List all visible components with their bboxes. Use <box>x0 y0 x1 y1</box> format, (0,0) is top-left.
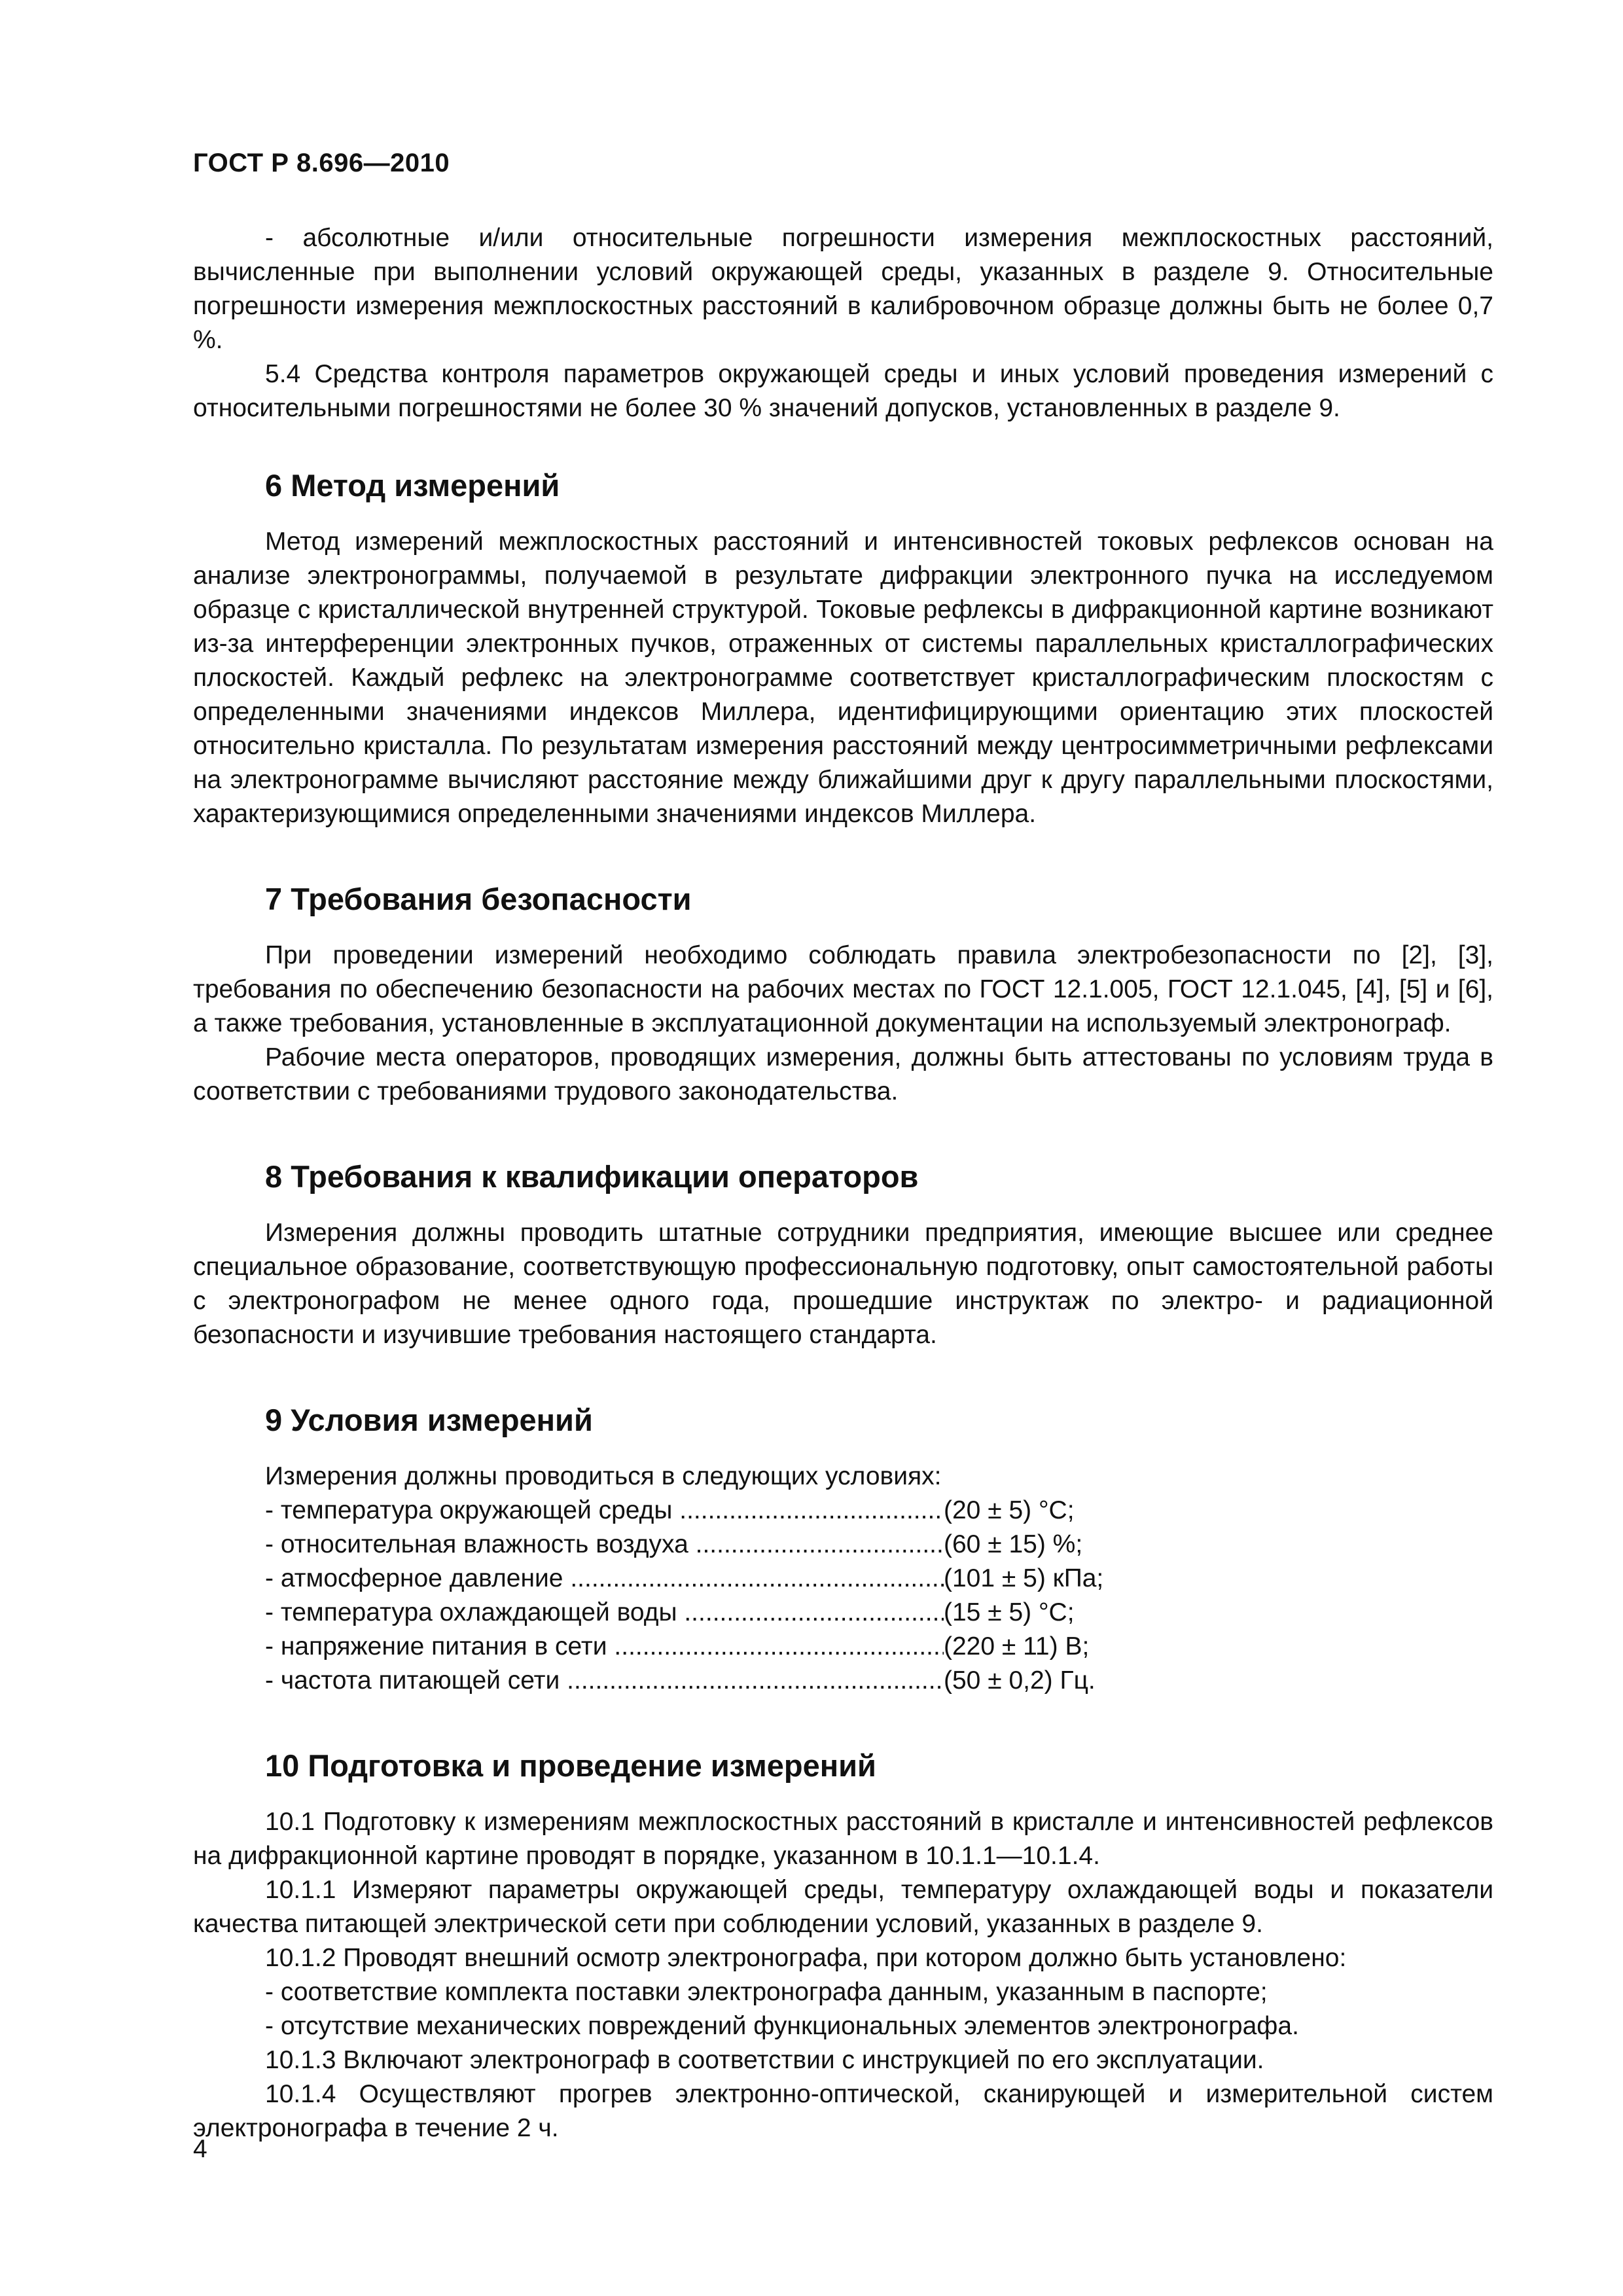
paragraph-section-7-1: При проведении измерений необходимо соблюдать правила электробезопасности по [2], [3], требования по обеспечению безопасности на рабочих местах по ГОСТ 12.1.005, ГОСТ 12.1.045, [4], [5] и [6], а также требования, установленные в эксплуатационной документации на используемый электронограф. <box>193 941 1493 1037</box>
paragraph-5-4: 5.4 Средства контроля параметров окружающей среды и иных условий проведения измерений с относительными погрешностями не более 30 % значений допусков, установленных в разделе 9. <box>193 360 1493 422</box>
list-item-no-damage: - отсутствие механических повреждений функциональных элементов электронографа. <box>265 2012 1299 2040</box>
condition-item <box>193 1494 1493 1528</box>
condition-value: (15 ± 5) °C; <box>944 1598 1075 1626</box>
paragraph-10-1-3: 10.1.3 Включают электронограф в соответствии с инструкцией по его эксплуатации. <box>265 2046 1264 2074</box>
condition-item <box>193 1528 1493 1562</box>
paragraph-10-1-4: 10.1.4 Осуществляют прогрев электронно-оптической, сканирующей и измерительной систем электронографа в течение 2 ч. <box>193 2080 1493 2142</box>
condition-item <box>193 1630 1493 1664</box>
page-content <box>193 221 1493 2145</box>
paragraph-intro-bullet: - абсолютные и/или относительные погрешности измерения межплоскостных расстояний, вычисленные при выполнении условий окружающей среды, указанных в разделе 9. Относительные погрешности измерения межплоскостных расстояний в калибровочном образце должны быть не более 0,7 %. <box>193 224 1493 354</box>
document-code: ГОСТ Р 8.696—2010 <box>193 149 450 177</box>
condition-label: - относительная влажность воздуха ..... <box>265 1528 944 1562</box>
condition-value: (220 ± 11) В; <box>944 1632 1090 1660</box>
paragraph-section-7-2: Рабочие места операторов, проводящих измерения, должны быть аттестованы по условиям труда в соответствии с требованиями трудового законодательства. <box>193 1043 1493 1105</box>
heading-section-9: 9 Условия измерений <box>265 1403 593 1437</box>
heading-section-8: 8 Требования к квалификации операторов <box>265 1159 919 1194</box>
paragraph-10-1-2: 10.1.2 Проводят внешний осмотр электронографа, при котором должно быть установлено: <box>265 1944 1347 1972</box>
heading-section-7: 7 Требования безопасности <box>265 882 692 916</box>
condition-label: - напряжение питания в сети ..... <box>265 1630 944 1664</box>
condition-label: - температура охлаждающей воды ..... <box>265 1596 944 1630</box>
conditions-intro: Измерения должны проводиться в следующих условиях: <box>265 1462 942 1490</box>
paragraph-10-1-1: 10.1.1 Измеряют параметры окружающей среды, температуру охлаждающей воды и показатели качества питающей электрической сети при соблюдении условий, указанных в разделе 9. <box>193 1876 1493 1938</box>
paragraph-section-6: Метод измерений межплоскостных расстояний и интенсивностей токовых рефлексов основан на анализе электронограммы, получаемой в результате дифракции электронного пучка на исследуемом образце с кристаллической внутренней структурой. Токовые рефлексы в дифракционной картине возникают из-за интерференции электронных пучков, отраженных от системы параллельных кристаллографических плоскостей. Каждый рефлекс на электронограмме соответствует кристаллографическим плоскостям с определенными значениями индексов Миллера, идентифицирующими ориентацию этих плоскостей относительно кристалла. По результатам измерения расстояний между центросимметричными рефлексами на электронограмме вычисляют расстояние между ближайшими друг к другу параллельными плоскостями, характеризующимися определенными значениями индексов Миллера. <box>193 528 1493 828</box>
page-number: 4 <box>193 2135 207 2163</box>
condition-value: (101 ± 5) кПа; <box>944 1564 1104 1592</box>
paragraph-section-8: Измерения должны проводить штатные сотрудники предприятия, имеющие высшее или среднее специальное образование, соответствующую профессиональную подготовку, опыт самостоятельной работы с электронографом не менее одного года, прошедшие инструктаж по электро- и радиационной безопасности и изучившие требования настоящего стандарта. <box>193 1219 1493 1349</box>
condition-value: (50 ± 0,2) Гц. <box>944 1666 1096 1695</box>
condition-item <box>193 1562 1493 1596</box>
heading-section-10: 10 Подготовка и проведение измерений <box>265 1748 876 1783</box>
condition-value: (60 ± 15) %; <box>944 1530 1083 1558</box>
list-item-delivery-set: - соответствие комплекта поставки электронографа данным, указанным в паспорте; <box>265 1978 1268 2006</box>
condition-value: (20 ± 5) °C; <box>944 1496 1075 1524</box>
condition-item <box>193 1596 1493 1630</box>
heading-section-6: 6 Метод измерений <box>265 468 560 503</box>
conditions-list <box>193 1494 1493 1698</box>
condition-label: - частота питающей сети ..... <box>265 1664 944 1698</box>
paragraph-10-1: 10.1 Подготовку к измерениям межплоскостных расстояний в кристалле и интенсивностей рефлексов на дифракционной картине проводят в порядке, указанном в 10.1.1—10.1.4. <box>193 1808 1493 1870</box>
condition-label: - атмосферное давление ..... <box>265 1562 944 1596</box>
condition-label: - температура окружающей среды ..... <box>265 1494 944 1528</box>
condition-item <box>193 1664 1493 1698</box>
